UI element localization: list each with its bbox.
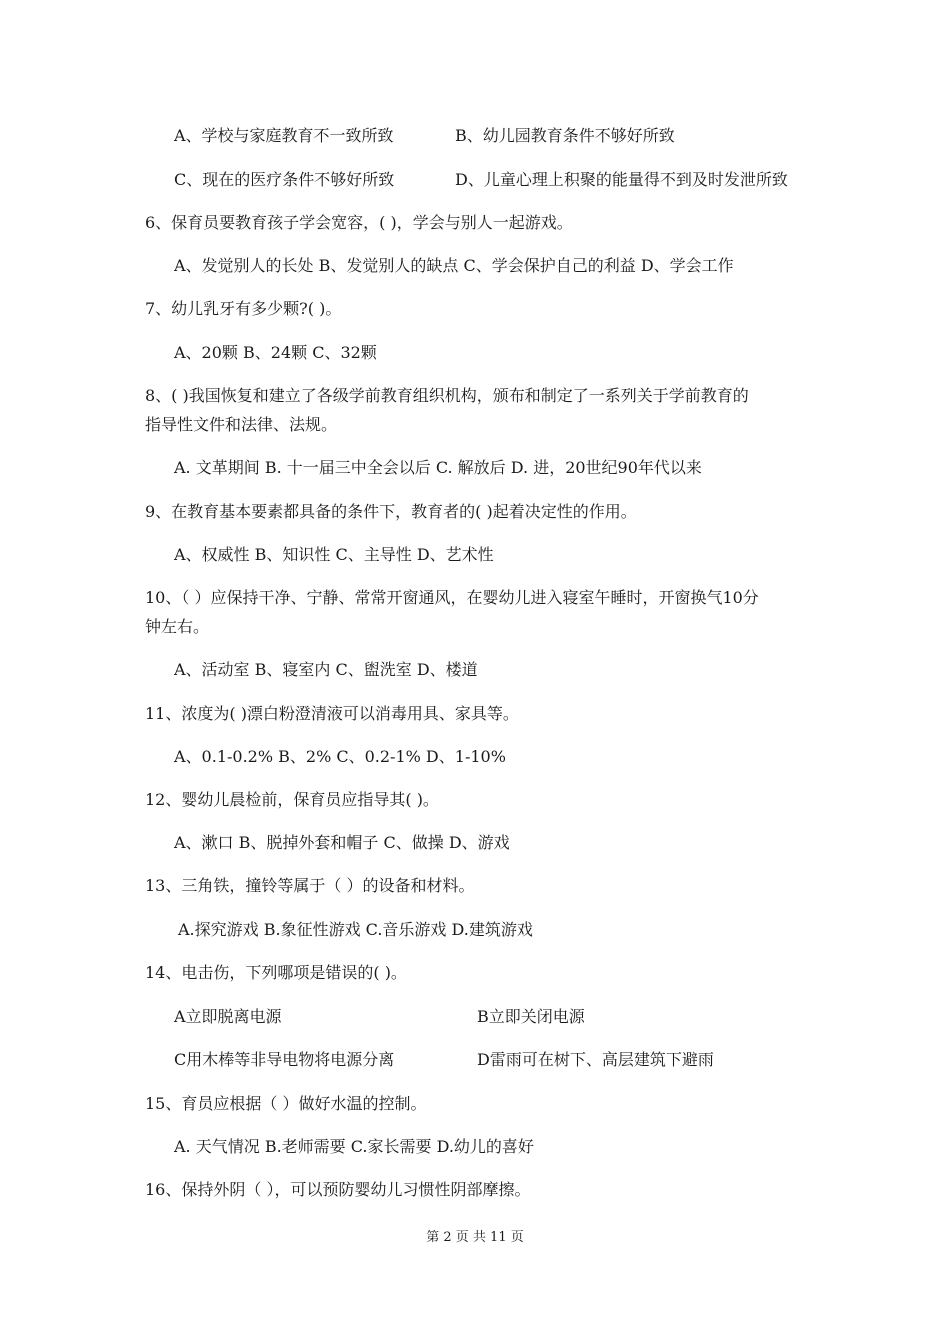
q15-options: A. 天气情况 B.老师需要 C.家长需要 D.幼儿的喜好	[174, 1137, 534, 1156]
q8-options: A. 文革期间 B. 十一届三中全会以后 C. 解放后 D. 进，20世纪90年代以来	[174, 458, 702, 477]
q14-option-b: B立即关闭电源	[477, 1007, 585, 1026]
q5-option-b: B、幼儿园教育条件不够好所致	[455, 126, 675, 145]
q6-stem: 6、保育员要教育孩子学会宽容，( )，学会与别人一起游戏。	[145, 213, 573, 232]
q14-option-d: D雷雨可在树下、高层建筑下避雨	[477, 1050, 714, 1069]
q14-option-c: C用木棒等非导电物将电源分离	[174, 1050, 395, 1069]
q13-options: A.探究游戏 B.象征性游戏 C.音乐游戏 D.建筑游戏	[178, 920, 533, 939]
q9-stem: 9、在教育基本要素都具备的条件下，教育者的( )起着决定性的作用。	[145, 502, 637, 521]
q11-stem: 11、浓度为( )漂白粉澄清液可以消毒用具、家具等。	[145, 704, 519, 723]
q12-stem: 12、婴幼儿晨检前，保育员应指导其( )。	[145, 790, 439, 809]
q5-option-d: D、儿童心理上积聚的能量得不到及时发泄所致	[455, 170, 788, 189]
q10-options: A、活动室 B、寝室内 C、盥洗室 D、楼道	[174, 660, 478, 679]
q7-options: A、20颗 B、24颗 C、32颗	[174, 343, 377, 362]
q15-stem: 15、育员应根据（ ）做好水温的控制。	[145, 1094, 427, 1113]
q5-option-a: A、学校与家庭教育不一致所致	[174, 126, 394, 145]
q5-option-c: C、现在的医疗条件不够好所致	[174, 170, 395, 189]
page-footer: 第 2 页 共 11 页	[426, 1230, 524, 1245]
q10-stem-line2: 钟左右。	[145, 617, 210, 636]
q14-stem: 14、电击伤，下列哪项是错误的( )。	[145, 963, 407, 982]
q6-options: A、发觉别人的长处 B、发觉别人的缺点 C、学会保护自己的利益 D、学会工作	[174, 256, 734, 275]
q16-stem: 16、保持外阴（ ），可以预防婴幼儿习惯性阴部摩擦。	[145, 1180, 531, 1199]
q9-options: A、权威性 B、知识性 C、主导性 D、艺术性	[174, 545, 494, 564]
q14-option-a: A立即脱离电源	[174, 1007, 282, 1026]
q11-options: A、0.1-0.2% B、2% C、0.2-1% D、1-10%	[174, 747, 506, 766]
q10-stem-line1: 10、（ ）应保持干净、宁静、常常开窗通风，在婴幼儿进入寝室午睡时，开窗换气10分	[145, 588, 759, 607]
q8-stem-line2: 指导性文件和法律、法规。	[145, 415, 338, 434]
q8-stem-line1: 8、( )我国恢复和建立了各级学前教育组织机构，颁布和制定了一系列关于学前教育的	[145, 386, 749, 405]
q12-options: A、漱口 B、脱掉外套和帽子 C、做操 D、游戏	[174, 833, 510, 852]
q13-stem: 13、三角铁，撞铃等属于（ ）的设备和材料。	[145, 876, 475, 895]
q7-stem: 7、幼儿乳牙有多少颗?( )。	[145, 299, 342, 318]
